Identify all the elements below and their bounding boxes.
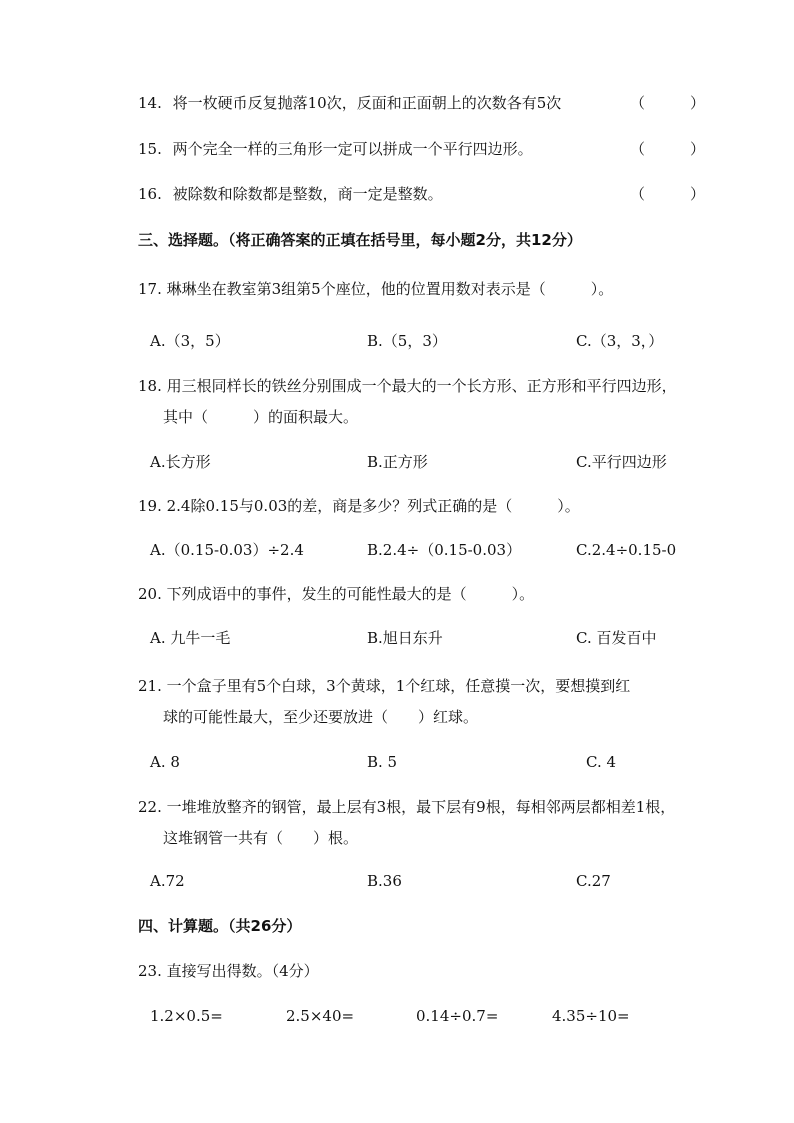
option-b[interactable]: B.36: [367, 872, 402, 890]
calc-item[interactable]: 4.35÷10=: [552, 1007, 630, 1025]
question-23: 23. 直接写出得数。（4分）: [138, 962, 319, 980]
question-21-line1: 21. 一个盒子里有5个白球，3个黄球，1个红球，任意摸一次，要想摸到红: [138, 677, 631, 695]
question-21-line2: 球的可能性最大，至少还要放进（ ）红球。: [163, 708, 479, 726]
option-b[interactable]: B.（5，3）: [367, 332, 447, 350]
calc-item[interactable]: 1.2×0.5=: [150, 1007, 223, 1025]
answer-paren[interactable]: （ ）: [630, 94, 706, 112]
answer-paren[interactable]: （ ）: [630, 185, 706, 203]
question-number: 15.: [138, 140, 162, 158]
option-c[interactable]: C. 百发百中: [576, 629, 657, 647]
option-c[interactable]: C.（3，3，）: [576, 332, 664, 350]
section-title-choice: 三、选择题。（将正确答案的正填在括号里，每小题2分，共12分）: [138, 231, 582, 249]
option-c[interactable]: C.27: [576, 872, 611, 890]
calc-item[interactable]: 2.5×40=: [286, 1007, 355, 1025]
answer-paren[interactable]: （ ）: [630, 140, 706, 158]
option-a[interactable]: A.（0.15-0.03）÷2.4: [150, 541, 304, 559]
option-c[interactable]: C.平行四边形: [576, 453, 667, 471]
option-c[interactable]: C. 4: [586, 753, 617, 771]
option-a[interactable]: A.72: [150, 872, 185, 890]
question-20: 20. 下列成语中的事件，发生的可能性最大的是（ ）。: [138, 585, 535, 603]
section-title-calculation: 四、计算题。（共26分）: [138, 917, 302, 935]
option-a[interactable]: A.（3，5）: [150, 332, 230, 350]
option-b[interactable]: B. 5: [367, 753, 398, 771]
question-22-line1: 22. 一堆堆放整齐的钢管，最上层有3根，最下层有9根，每相邻两层都相差1根，: [138, 798, 676, 816]
option-b[interactable]: B.旭日东升: [367, 629, 443, 647]
question-text: 将一枚硬币反复抛落10次，反面和正面朝上的次数各有5次: [172, 94, 562, 112]
question-number: 16.: [138, 185, 162, 203]
calc-item[interactable]: 0.14÷0.7=: [416, 1007, 499, 1025]
option-c[interactable]: C.2.4÷0.15-0: [576, 541, 677, 559]
question-14: [138, 93, 561, 113]
question-18-line1: 18. 用三根同样长的铁丝分别围成一个最大的一个长方形、正方形和平行四边形，: [138, 377, 677, 395]
option-b[interactable]: B.2.4÷（0.15-0.03）: [367, 541, 522, 559]
option-b[interactable]: B.正方形: [367, 453, 428, 471]
question-18-line2: 其中（ ）的面积最大。: [163, 408, 359, 426]
question-17: 17. 琳琳坐在教室第3组第5个座位，他的位置用数对表示是（ ）。: [138, 280, 614, 298]
question-number: 14.: [138, 94, 162, 112]
question-19: 19. 2.4除0.15与0.03的差，商是多少？列式正确的是（ ）。: [138, 497, 580, 515]
option-a[interactable]: A.长方形: [150, 453, 211, 471]
question-15: [138, 139, 533, 159]
question-text: 两个完全一样的三角形一定可以拼成一个平行四边形。: [172, 140, 533, 158]
option-a[interactable]: A. 8: [150, 753, 180, 771]
question-22-line2: 这堆钢管一共有（ ）根。: [163, 829, 359, 847]
option-a[interactable]: A. 九牛一毛: [150, 629, 231, 647]
question-16: [138, 184, 443, 204]
question-text: 被除数和除数都是整数，商一定是整数。: [172, 185, 443, 203]
